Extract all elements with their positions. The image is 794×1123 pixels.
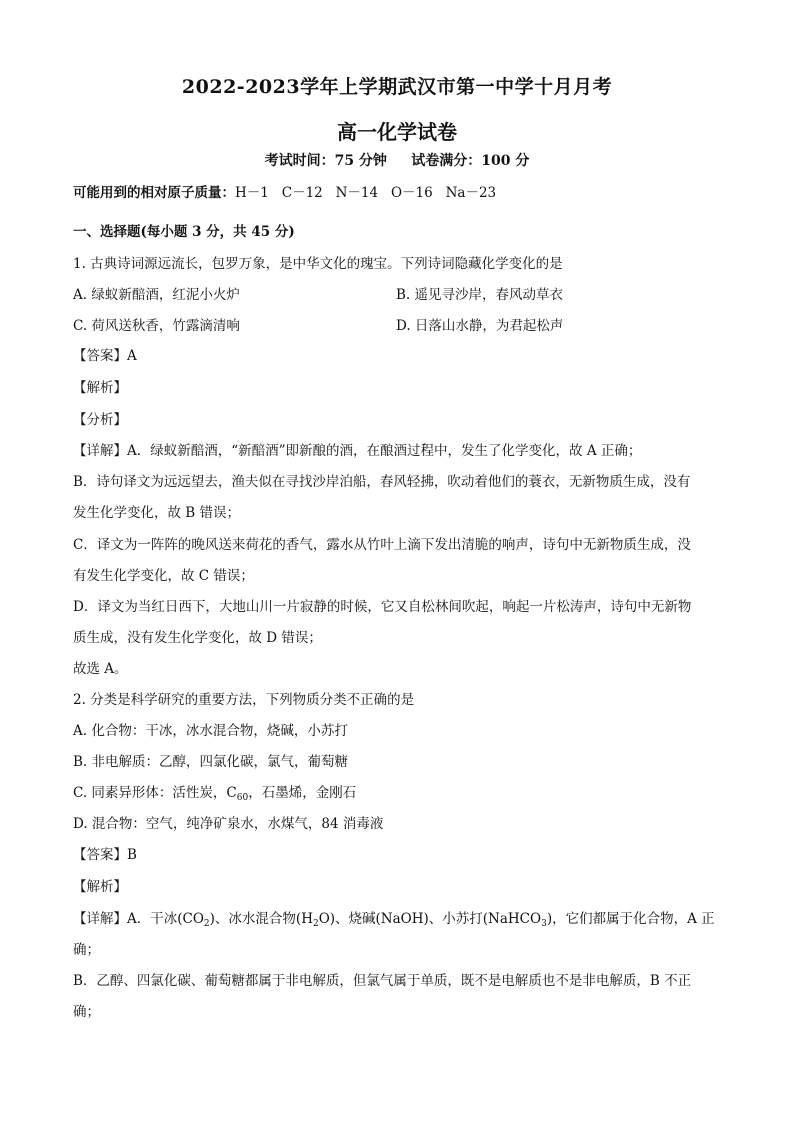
q1-detail-c-2: 有发生化学变化，故 C 错误； bbox=[73, 568, 254, 584]
q2-detail-a-part3: O)、烧碱(NaOH)、小苏打(NaHCO bbox=[318, 911, 542, 927]
q1-detail-b-1: B．诗句译文为远远望去，渔夫似在寻找沙岸泊船，春风轻拂，吹动着他们的蓑衣，无新物质生成，没有 bbox=[73, 474, 691, 490]
q1-stem: 1. 古典诗词源远流长，包罗万象，是中华文化的瑰宝。下列诗词隐藏化学变化的是 bbox=[73, 256, 563, 272]
q1-option-a: A. 绿蚁新醅酒，红泥小火炉 bbox=[73, 287, 240, 303]
q1-conclusion: 故选 A。 bbox=[73, 661, 128, 677]
q1-detail-d-1: D．译文为当红日西下，大地山川一片寂静的时候，它又自松林间吹起，响起一片松涛声，诗句中无新物 bbox=[73, 599, 692, 615]
q2-option-a: A. 化合物：干冰，冰水混合物，烧碱，小苏打 bbox=[73, 723, 348, 739]
q2-detail-a-sub3: 3 bbox=[541, 919, 547, 929]
q2-jiexi: 【解析】 bbox=[73, 879, 127, 895]
atomic-mass-values: H－1 C－12 N－14 O－16 Na－23 bbox=[235, 185, 497, 201]
q1-detail-a: 【详解】A．绿蚁新醅酒，“新醅酒”即新酿的酒，在酿酒过程中，发生了化学变化，故 A 正确； bbox=[73, 443, 642, 459]
q2-detail-a-sub2: 2 bbox=[312, 919, 319, 929]
section-title: 一、选择题(每小题 3 分，共 45 分) bbox=[73, 224, 295, 240]
q1-detail-c-1: C．译文为一阵阵的晚风送来荷花的香气，露水从竹叶上滴下发出清脆的响声，诗句中无新物质生成，没 bbox=[73, 537, 691, 553]
q2-option-b: B. 非电解质：乙醇，四氯化碳，氯气，葡萄糖 bbox=[73, 754, 349, 770]
q1-fenxi: 【分析】 bbox=[73, 412, 127, 428]
q2-detail-a-2: 确； bbox=[73, 942, 100, 958]
atomic-mass-label: 可能用到的相对原子质量： bbox=[73, 185, 235, 201]
exam-subtitle: 高一化学试卷 bbox=[337, 120, 457, 144]
exam-title: 2022-2023学年上学期武汉市第一中学十月月考 bbox=[181, 76, 613, 98]
q2-detail-b-2: 确； bbox=[73, 1004, 100, 1020]
q1-option-b: B. 遥见寻沙岸，春风动草衣 bbox=[396, 287, 564, 303]
q2-stem: 2. 分类是科学研究的重要方法，下列物质分类不正确的是 bbox=[73, 692, 415, 708]
q1-detail-b-2: 发生化学变化，故 B 错误； bbox=[73, 505, 241, 521]
q2-option-c-sub: 60 bbox=[236, 793, 249, 803]
q1-detail-d-2: 质生成，没有发生化学变化，故 D 错误； bbox=[73, 630, 322, 646]
q2-detail-a-sub1: 2 bbox=[203, 919, 210, 929]
q1-answer: 【答案】A bbox=[73, 348, 137, 364]
q1-option-c: C. 荷风送秋香，竹露滴清响 bbox=[73, 318, 240, 334]
q2-detail-a-1 bbox=[73, 909, 723, 934]
q2-answer: 【答案】B bbox=[73, 847, 137, 863]
q2-detail-b-1: B．乙醇、四氯化碳、葡萄糖都属于非电解质，但氯气属于单质，既不是电解质也不是非电解质，B 不正 bbox=[73, 973, 692, 989]
exam-info: 考试时间：75 分钟 试卷满分：100 分 bbox=[264, 153, 530, 169]
q1-option-d: D. 日落山水静，为君起松声 bbox=[396, 318, 564, 334]
atomic-mass-line bbox=[73, 183, 723, 203]
q1-jiexi: 【解析】 bbox=[73, 380, 127, 396]
q2-option-d: D. 混合物：空气，纯净矿泉水，水煤气，84 消毒液 bbox=[73, 816, 384, 832]
q2-detail-a-part1: 【详解】A．干冰(CO bbox=[73, 911, 204, 927]
q2-option-c-pre: C. 同素异形体：活性炭，C bbox=[73, 785, 237, 801]
q2-option-c bbox=[73, 783, 723, 808]
q2-detail-a-part4: )，它们都属于化合物，A 正 bbox=[546, 911, 715, 927]
q2-detail-a-part2: )、冰水混合物(H bbox=[209, 911, 313, 927]
q2-option-c-post: ，石墨烯，金刚石 bbox=[248, 785, 357, 801]
